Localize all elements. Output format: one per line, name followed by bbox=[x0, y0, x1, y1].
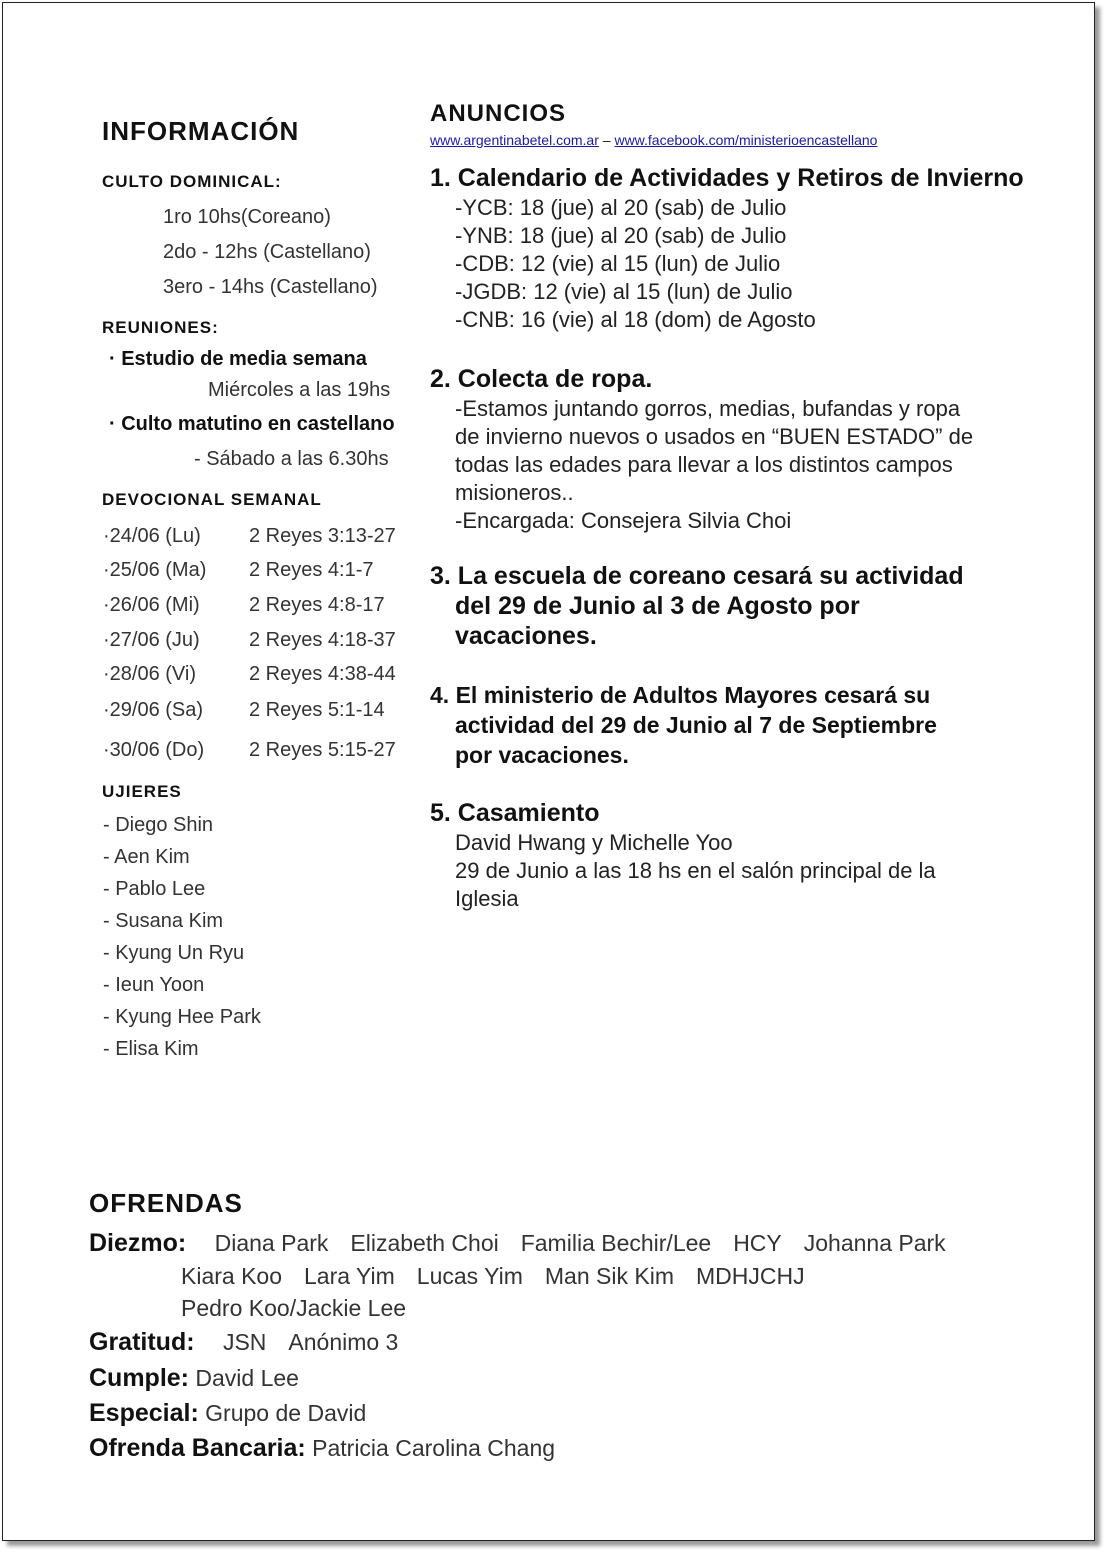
reunion-1-time: Miércoles a las 19hs bbox=[208, 379, 391, 401]
donor-name: HCY bbox=[733, 1230, 782, 1256]
usher-name: - Kyung Hee Park bbox=[103, 1006, 261, 1028]
usher-name: - Susana Kim bbox=[103, 910, 224, 932]
anuncio-4-line: por vacaciones. bbox=[455, 742, 629, 768]
bancaria-line bbox=[89, 1434, 555, 1463]
donor-name: Grupo de David bbox=[205, 1400, 367, 1426]
donor-name: Man Sik Kim bbox=[544, 1263, 674, 1289]
culto-line-2: 2do - 12hs (Castellano) bbox=[163, 241, 371, 263]
devocional-heading: DEVOCIONAL SEMANAL bbox=[102, 490, 322, 509]
bancaria-label: Ofrenda Bancaria: bbox=[89, 1434, 306, 1462]
usher-name: - Ieun Yoon bbox=[103, 974, 205, 996]
donor-name: Familia Bechir/Lee bbox=[520, 1230, 712, 1256]
anuncio-4-line: 4. El ministerio de Adultos Mayores cesará su bbox=[430, 682, 931, 708]
web-links bbox=[430, 132, 877, 148]
ofrendas-title: OFRENDAS bbox=[89, 1188, 243, 1218]
anuncio-2-line: de invierno nuevos o usados en “BUEN ESTADO” de bbox=[455, 424, 974, 449]
devocional-ref: 2 Reyes 5:15-27 bbox=[249, 739, 396, 761]
donor-name: MDHJCHJ bbox=[695, 1263, 805, 1289]
anuncio-5-line: David Hwang y Michelle Yoo bbox=[455, 830, 733, 855]
anuncio-3-line: vacaciones. bbox=[455, 622, 597, 650]
devocional-ref: 2 Reyes 4:18-37 bbox=[249, 629, 396, 651]
devocional-date: ·30/06 (Do) bbox=[103, 739, 205, 761]
anuncio-4-line: actividad del 29 de Junio al 7 de Septiembre bbox=[455, 712, 937, 738]
anuncio-3-line: del 29 de Junio al 3 de Agosto por bbox=[455, 592, 860, 620]
anuncio-2-line: -Estamos juntando gorros, medias, bufandas y ropa bbox=[455, 396, 961, 421]
reunion-2-title: · Culto matutino en castellano bbox=[109, 413, 395, 435]
devocional-date: ·25/06 (Ma) bbox=[103, 559, 207, 581]
donor-name: Diana Park bbox=[214, 1230, 329, 1256]
donor-name: David Lee bbox=[195, 1365, 299, 1391]
culto-heading: CULTO DOMINICAL: bbox=[102, 172, 282, 191]
reuniones-heading: REUNIONES: bbox=[102, 318, 219, 337]
anuncio-1-line: -YNB: 18 (jue) al 20 (sab) de Julio bbox=[455, 223, 787, 248]
anuncio-5-body bbox=[455, 829, 936, 913]
devocional-ref: 2 Reyes 4:1-7 bbox=[249, 559, 374, 581]
anuncio-1-line: -CNB: 16 (vie) al 18 (dom) de Agosto bbox=[455, 307, 816, 332]
anuncio-2-line: -Encargada: Consejera Silvia Choi bbox=[455, 508, 792, 533]
usher-name: - Kyung Un Ryu bbox=[103, 942, 245, 964]
devocional-row bbox=[103, 699, 385, 722]
diezmo-label: Diezmo: bbox=[89, 1229, 187, 1257]
anuncio-2-heading: 2. Colecta de ropa. bbox=[430, 365, 653, 393]
cumple-line bbox=[89, 1364, 299, 1393]
devocional-date: ·28/06 (Vi) bbox=[103, 663, 197, 685]
usher-name: - Diego Shin bbox=[103, 814, 214, 836]
anuncio-3 bbox=[430, 561, 964, 651]
reunion-2-time: - Sábado a las 6.30hs bbox=[194, 448, 389, 470]
ujieres-heading: UJIERES bbox=[102, 782, 182, 801]
anuncio-1-heading: 1. Calendario de Actividades y Retiros de Invierno bbox=[430, 164, 1024, 192]
devocional-date: ·27/06 (Ju) bbox=[103, 629, 200, 651]
devocional-row bbox=[103, 559, 374, 582]
devocional-date: ·24/06 (Lu) bbox=[103, 525, 201, 547]
donor-name: Patricia Carolina Chang bbox=[312, 1435, 556, 1461]
info-title: INFORMACIÓN bbox=[102, 116, 300, 146]
anuncio-4 bbox=[430, 680, 937, 770]
anuncios-title: ANUNCIOS bbox=[430, 100, 567, 127]
culto-line-3: 3ero - 14hs (Castellano) bbox=[163, 276, 378, 298]
devocional-ref: 2 Reyes 3:13-27 bbox=[249, 525, 396, 547]
usher-name: - Elisa Kim bbox=[103, 1038, 199, 1060]
devocional-row bbox=[103, 739, 396, 762]
devocional-row bbox=[103, 525, 396, 548]
diezmo-line-2 bbox=[181, 1263, 827, 1290]
donor-name: Pedro Koo/Jackie Lee bbox=[181, 1295, 407, 1321]
devocional-ref: 2 Reyes 4:38-44 bbox=[249, 663, 396, 685]
culto-line-1: 1ro 10hs(Coreano) bbox=[163, 206, 331, 228]
diezmo-line-3 bbox=[181, 1295, 406, 1322]
anuncio-1-body bbox=[455, 194, 816, 334]
anuncio-2-body bbox=[455, 395, 973, 535]
usher-name: - Aen Kim bbox=[103, 846, 190, 868]
donor-name: JSN bbox=[222, 1329, 267, 1355]
donor-name: Johanna Park bbox=[803, 1230, 946, 1256]
devocional-row bbox=[103, 594, 385, 617]
donor-name: Lara Yim bbox=[304, 1263, 395, 1289]
anuncio-1-line: -YCB: 18 (jue) al 20 (sab) de Julio bbox=[455, 195, 787, 220]
anuncio-5-line: 29 de Junio a las 18 hs en el salón principal de la bbox=[455, 858, 936, 883]
donor-name: Anónimo 3 bbox=[288, 1329, 399, 1355]
website-link[interactable]: www.argentinabetel.com.ar bbox=[430, 132, 599, 148]
bulletin-page bbox=[2, 2, 1095, 1541]
donor-name: Elizabeth Choi bbox=[350, 1230, 499, 1256]
gratitud-label: Gratitud: bbox=[89, 1328, 195, 1356]
diezmo-line-1 bbox=[89, 1229, 968, 1258]
gratitud-line bbox=[89, 1328, 420, 1357]
anuncio-5-line: Iglesia bbox=[455, 886, 519, 911]
anuncio-1-line: -CDB: 12 (vie) al 15 (lun) de Julio bbox=[455, 251, 781, 276]
donor-name: Kiara Koo bbox=[181, 1263, 283, 1289]
anuncio-2-line: todas las edades para llevar a los distintos campos bbox=[455, 452, 953, 477]
anuncio-3-line: 3. La escuela de coreano cesará su actividad bbox=[430, 562, 964, 590]
devocional-date: ·26/06 (Mi) bbox=[103, 594, 200, 616]
devocional-ref: 2 Reyes 4:8-17 bbox=[249, 594, 385, 616]
devocional-ref: 2 Reyes 5:1-14 bbox=[249, 699, 385, 721]
link-separator: – bbox=[598, 132, 615, 148]
anuncio-2-line: misioneros.. bbox=[455, 480, 574, 505]
cumple-label: Cumple: bbox=[89, 1364, 189, 1392]
facebook-link[interactable]: www.facebook.com/ministerioencastellano bbox=[614, 132, 878, 148]
especial-line bbox=[89, 1399, 366, 1428]
devocional-row bbox=[103, 663, 396, 686]
anuncio-1-line: -JGDB: 12 (vie) al 15 (lun) de Julio bbox=[455, 279, 793, 304]
anuncio-5-heading: 5. Casamiento bbox=[430, 799, 600, 827]
usher-name: - Pablo Lee bbox=[103, 878, 206, 900]
devocional-row bbox=[103, 629, 396, 652]
devocional-date: ·29/06 (Sa) bbox=[103, 699, 204, 721]
donor-name: Lucas Yim bbox=[416, 1263, 523, 1289]
especial-label: Especial: bbox=[89, 1399, 199, 1427]
reunion-1-title: · Estudio de media semana bbox=[109, 348, 367, 370]
